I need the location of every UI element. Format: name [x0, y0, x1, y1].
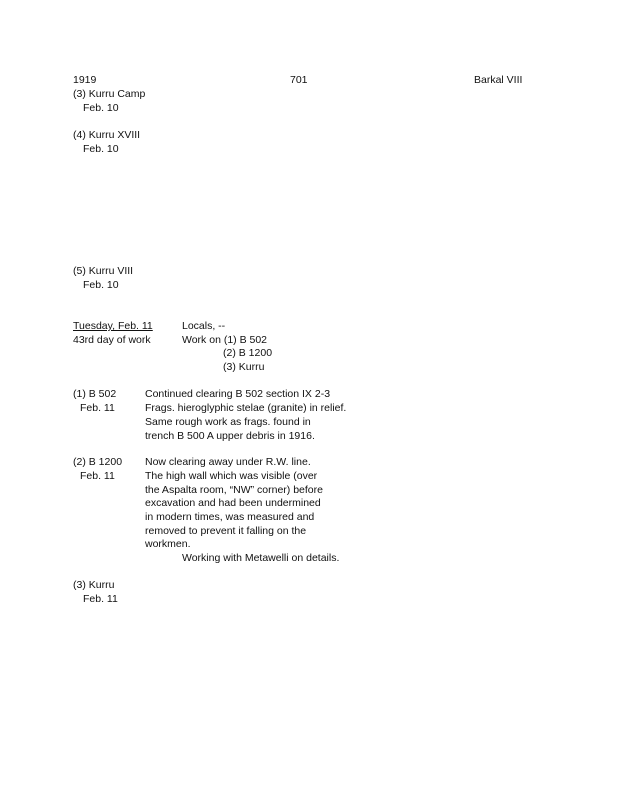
- kurru-label: (3) Kurru: [73, 579, 115, 591]
- b502-line: Frags. hieroglyphic stelae (granite) in relief.: [145, 402, 347, 414]
- work-item-kurru: (3) Kurru: [223, 361, 265, 373]
- entry-kurru-xviii-date: Feb. 10: [83, 143, 119, 155]
- day-date: Tuesday, Feb. 11: [73, 320, 153, 332]
- b1200-line: Now clearing away under R.W. line.: [145, 456, 311, 468]
- b1200-line: workmen.: [145, 538, 191, 550]
- b1200-note: Working with Metawelli on details.: [182, 552, 340, 564]
- locals-line: Locals, --: [182, 320, 226, 332]
- day-count: 43rd day of work: [73, 334, 151, 346]
- b1200-line: removed to prevent it falling on the: [145, 525, 307, 537]
- b502-label: (1) B 502: [73, 388, 117, 400]
- b1200-line: excavation and had been undermined: [145, 497, 321, 509]
- year: 1919: [73, 74, 97, 86]
- b502-line: Continued clearing B 502 section IX 2-3: [145, 388, 331, 400]
- b502-line: trench B 500 A upper debris in 1916.: [145, 430, 315, 442]
- entry-kurru-viii-label: (5) Kurru VIII: [73, 265, 134, 277]
- work-item-b1200: (2) B 1200: [223, 347, 273, 359]
- b502-date: Feb. 11: [80, 402, 115, 414]
- entry-kurru-xviii-label: (4) Kurru XVIII: [73, 129, 141, 141]
- kurru-date: Feb. 11: [83, 593, 118, 605]
- b1200-label: (2) B 1200: [73, 456, 123, 468]
- page-number: 701: [290, 74, 308, 86]
- b1200-date: Feb. 11: [80, 470, 115, 482]
- b502-line: Same rough work as frags. found in: [145, 416, 311, 428]
- entry-kurru-camp-label: (3) Kurru Camp: [73, 88, 146, 100]
- entry-kurru-camp-date: Feb. 10: [83, 102, 119, 114]
- page-title: Barkal VIII: [474, 74, 523, 86]
- b1200-line: the Aspalta room, “NW” corner) before: [145, 484, 323, 496]
- b1200-line: in modern times, was measured and: [145, 511, 315, 523]
- b1200-line: The high wall which was visible (over: [145, 470, 318, 482]
- entry-kurru-viii-date: Feb. 10: [83, 279, 119, 291]
- work-on-line: Work on (1) B 502: [182, 334, 268, 346]
